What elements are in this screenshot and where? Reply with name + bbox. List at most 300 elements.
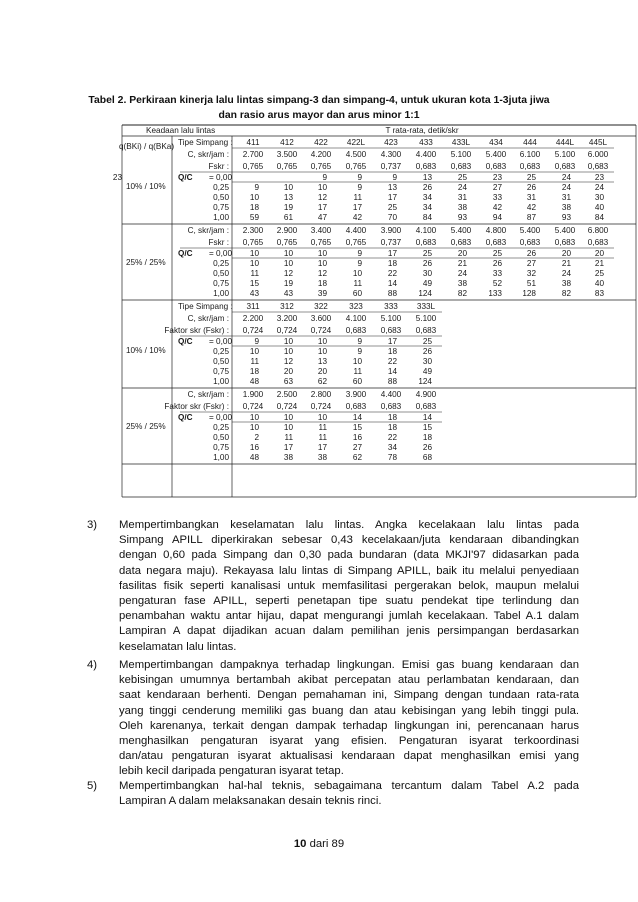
qc-label: Q/C <box>178 249 193 258</box>
delay-value: 10 <box>283 413 293 422</box>
delay-value: 34 <box>422 193 432 202</box>
qc-value: 0,25 <box>213 423 229 432</box>
delay-value: 24 <box>457 183 467 192</box>
capacity-value: 4.400 <box>380 390 402 399</box>
capacity-label: C, skr/jam : <box>187 226 229 235</box>
capacity-value: 5.400 <box>450 226 472 235</box>
delay-value: 30 <box>594 193 604 202</box>
capacity-value: 5.100 <box>554 150 576 159</box>
type-header: 311 <box>246 302 260 311</box>
delay-value: 78 <box>387 453 397 462</box>
delay-value: 30 <box>422 357 432 366</box>
delay-value: 60 <box>352 377 362 386</box>
type-header: 445L <box>588 138 608 147</box>
delay-value: 10 <box>352 269 362 278</box>
delay-value: 24 <box>561 173 571 182</box>
factor-value: 0,683 <box>450 238 472 247</box>
capacity-label: C, skr/jam : <box>187 314 229 323</box>
factor-value: 0,683 <box>450 162 472 171</box>
delay-value: 13 <box>283 193 293 202</box>
capacity-value: 5.100 <box>380 314 402 323</box>
delay-value: 20 <box>561 249 571 258</box>
delay-value: 25 <box>422 249 432 258</box>
text-line: saat kendaraan berhenti. Dengan pemahaman ini, Simpang dengan tundaan rata-rata <box>119 689 579 702</box>
type-header: 322 <box>314 302 328 311</box>
delay-value: 17 <box>387 193 397 202</box>
text-line: kebisingan umumnya bertambah akibat percepatan atau perlambatan kendaraan, dan <box>119 674 579 687</box>
qc-label: Q/C <box>178 413 193 422</box>
delay-value: 42 <box>492 203 502 212</box>
delay-value: 24 <box>561 269 571 278</box>
delay-value: 10 <box>283 347 293 356</box>
delay-value: 40 <box>594 203 604 212</box>
delay-value: 10 <box>317 183 327 192</box>
delay-value: 18 <box>422 433 432 442</box>
delay-value: 18 <box>249 367 259 376</box>
delay-value: 87 <box>526 213 536 222</box>
delay-value: 16 <box>249 443 259 452</box>
delay-value: 17 <box>387 249 397 258</box>
qc-value: 0,75 <box>213 443 229 452</box>
qc-value: 1,00 <box>213 453 229 462</box>
delay-value: 14 <box>422 413 432 422</box>
delay-value: 49 <box>422 279 432 288</box>
factor-value: 0,765 <box>242 162 264 171</box>
text-line: fasilitas fisik seperti kanalisasi untuk memfasilitasi pergerakan belok, maupun melalui <box>119 579 579 592</box>
delay-value: 10 <box>249 413 259 422</box>
capacity-value: 5.400 <box>485 150 507 159</box>
delay-value: 11 <box>353 279 362 288</box>
qc-value: 1,00 <box>213 213 229 222</box>
delay-value: 38 <box>561 279 571 288</box>
page-total: dari 89 <box>306 838 345 850</box>
capacity-value: 1.900 <box>242 390 264 399</box>
qc-value: = 0,00 <box>209 413 232 422</box>
delay-value: 9 <box>357 337 362 346</box>
delay-value: 88 <box>387 289 397 298</box>
delay-value: 10 <box>283 249 293 258</box>
factor-value: 0,724 <box>242 326 264 335</box>
capacity-value: 5.400 <box>519 226 541 235</box>
type-header: 433 <box>419 138 433 147</box>
capacity-value: 6.000 <box>587 150 609 159</box>
type-label: Tipe Simpang : <box>178 302 233 311</box>
type-header: 444 <box>523 138 537 147</box>
delay-value: 60 <box>352 289 362 298</box>
type-header: 411 <box>246 138 260 147</box>
delay-value: 26 <box>422 183 432 192</box>
list-item-text <box>119 518 579 655</box>
ratio-value: 10% / 10% <box>126 182 166 191</box>
text-line: menghasilkan pengaturan isyarat yang efisien. Pengaturan isyarat terkoordinasi <box>119 735 579 748</box>
delay-value: 12 <box>317 269 327 278</box>
factor-value: 0,765 <box>242 238 264 247</box>
delay-value: 47 <box>317 213 327 222</box>
delay-value: 18 <box>317 279 327 288</box>
list-item-text <box>119 658 579 780</box>
text-line: data negara maju). Rekayasa lalu lintas di Simpang APILL, baik itu melalui penyediaan <box>119 564 579 577</box>
table-caption <box>0 93 638 123</box>
delay-value: 68 <box>422 453 432 462</box>
factor-value: 0,683 <box>519 162 541 171</box>
delay-value: 15 <box>249 279 259 288</box>
capacity-value: 2.700 <box>242 150 264 159</box>
factor-value: 0,683 <box>345 402 367 411</box>
delay-value: 61 <box>283 213 293 222</box>
delay-value: 10 <box>317 259 327 268</box>
delay-value: 24 <box>561 183 571 192</box>
delay-value: 25 <box>422 337 432 346</box>
text-line: dan/atau pengaturan isyarat aktualisasi kendaraan dapat menghasilkan emisi yang <box>119 750 579 763</box>
capacity-value: 4.100 <box>415 226 437 235</box>
qc-value: 0,25 <box>213 347 229 356</box>
qc-value: 0,25 <box>213 183 229 192</box>
factor-value: 0,683 <box>587 162 609 171</box>
delay-value: 26 <box>526 249 536 258</box>
delay-value: 9 <box>357 347 362 356</box>
text-line: Mempertimbangkan keselamatan lalu lintas. Angka kecelakaan lalu lintas pada <box>119 519 579 531</box>
delay-value: 23 <box>594 173 604 182</box>
delay-value: 49 <box>422 367 432 376</box>
delay-value: 11 <box>353 367 362 376</box>
delay-value: 25 <box>387 203 397 212</box>
delay-value: 10 <box>249 423 259 432</box>
factor-label: Fskr : <box>208 238 229 247</box>
capacity-value: 2.800 <box>310 390 332 399</box>
delay-value: 21 <box>561 259 571 268</box>
delay-value: 17 <box>283 443 293 452</box>
capacity-value: 2.900 <box>276 226 298 235</box>
capacity-value: 4.500 <box>345 150 367 159</box>
delay-value: 10 <box>317 337 327 346</box>
type-header: 333L <box>416 302 436 311</box>
delay-value: 33 <box>492 269 502 278</box>
text-line: penambahan waktu antar hijau, dapat mengurangi jumlah kecelakaan. Tabel A.1 dalam <box>119 610 579 623</box>
delay-value: 19 <box>283 279 293 288</box>
header-traffic: Keadaan lalu lintas <box>146 126 216 135</box>
delay-value: 63 <box>283 377 293 386</box>
capacity-value: 3.900 <box>380 226 402 235</box>
delay-value: 31 <box>457 193 467 202</box>
type-header: 312 <box>280 302 294 311</box>
qc-label: Q/C <box>178 173 193 182</box>
delay-value: 11 <box>284 433 293 442</box>
delay-value: 15 <box>352 423 362 432</box>
delay-value: 15 <box>422 423 432 432</box>
delay-value: 23 <box>492 173 502 182</box>
delay-value: 11 <box>250 269 259 278</box>
delay-value: 21 <box>594 259 604 268</box>
qc-value: 0,25 <box>213 259 229 268</box>
caption-line-2: dan rasio arus mayor dan arus minor 1:1 <box>218 110 420 121</box>
delay-value: 10 <box>317 413 327 422</box>
delay-value: 25 <box>594 269 604 278</box>
qc-value: 0,75 <box>213 279 229 288</box>
qc-label: Q/C <box>178 337 193 346</box>
delay-value: 22 <box>387 357 397 366</box>
delay-value: 38 <box>561 203 571 212</box>
type-header: 333 <box>384 302 398 311</box>
delay-value: 10 <box>249 347 259 356</box>
delay-value: 9 <box>357 173 362 182</box>
factor-label: Faktor skr (Fskr) : <box>164 402 229 411</box>
capacity-value: 4.400 <box>415 150 437 159</box>
delay-value: 17 <box>317 203 327 212</box>
delay-value: 34 <box>422 203 432 212</box>
factor-value: 0,724 <box>276 326 298 335</box>
capacity-value: 4.800 <box>485 226 507 235</box>
factor-value: 0,724 <box>310 326 332 335</box>
delay-value: 93 <box>561 213 571 222</box>
delay-value: 40 <box>594 279 604 288</box>
delay-value: 14 <box>352 413 362 422</box>
factor-value: 0,683 <box>345 326 367 335</box>
delay-value: 17 <box>387 337 397 346</box>
delay-value: 10 <box>283 183 293 192</box>
delay-value: 9 <box>357 259 362 268</box>
delay-value: 83 <box>594 289 604 298</box>
delay-value: 128 <box>522 289 536 298</box>
capacity-value: 3.500 <box>276 150 298 159</box>
factor-value: 0,765 <box>310 238 332 247</box>
delay-value: 34 <box>387 443 397 452</box>
capacity-label: C, skr/jam : <box>187 390 229 399</box>
text-line: Lampiran A dapat dijadikan acuan dalam pemilihan jenis persimpangan berdasarkan <box>119 625 579 638</box>
factor-value: 0,724 <box>310 402 332 411</box>
type-header: 412 <box>280 138 294 147</box>
delay-value: 10 <box>249 193 259 202</box>
delay-value: 27 <box>492 183 502 192</box>
factor-value: 0,737 <box>380 162 402 171</box>
text-line: Lampiran A dalam melaksanakan desain teknis rinci. <box>119 795 382 808</box>
capacity-value: 4.100 <box>345 314 367 323</box>
delay-value: 12 <box>283 269 293 278</box>
qc-value: = 0,00 <box>209 249 232 258</box>
delay-value: 31 <box>526 193 536 202</box>
delay-value: 11 <box>250 357 259 366</box>
delay-value: 124 <box>418 289 432 298</box>
header-delay: T rata-rata, detik/skr <box>385 126 459 135</box>
qc-value: = 0,00 <box>209 173 232 182</box>
capacity-value: 5.100 <box>450 150 472 159</box>
text-line: dengan 0,60 pada Simpang dan 0,30 pada bundaran (data MKJI'97 didasarkan pada <box>119 549 579 562</box>
capacity-value: 3.600 <box>310 314 332 323</box>
delay-value: 26 <box>422 443 432 452</box>
page-number: 10 <box>293 838 307 850</box>
delay-value: 30 <box>422 269 432 278</box>
caption-line-1: Tabel 2. Perkiraan kinerja lalu lintas simpang-3 dan simpang-4, untuk ukuran kota 1-3juta jiwa <box>88 95 550 106</box>
delay-value: 9 <box>254 337 259 346</box>
delay-value: 9 <box>357 249 362 258</box>
delay-value: 18 <box>387 413 397 422</box>
delay-value: 14 <box>387 367 397 376</box>
capacity-value: 2.300 <box>242 226 264 235</box>
delay-value: 10 <box>317 249 327 258</box>
ratio-value: 10% / 10% <box>126 346 166 355</box>
delay-value: 27 <box>526 259 536 268</box>
factor-value: 0,683 <box>380 402 402 411</box>
delay-value: 52 <box>492 279 502 288</box>
delay-value: 18 <box>387 347 397 356</box>
factor-label: Fskr : <box>208 162 229 171</box>
delay-value: 27 <box>352 443 362 452</box>
factor-value: 0,737 <box>380 238 402 247</box>
delay-value: 33 <box>492 193 502 202</box>
delay-value: 25 <box>526 173 536 182</box>
text-line: yang tinggi cenderung memiliki gas buang dan atau kebisingan yang lebih tinggi pula. <box>119 704 579 717</box>
qc-value: 0,75 <box>213 203 229 212</box>
delay-value: 48 <box>249 453 259 462</box>
performance-table <box>112 125 636 497</box>
delay-value: 17 <box>317 443 327 452</box>
capacity-value: 5.100 <box>415 314 437 323</box>
factor-value: 0,683 <box>554 238 576 247</box>
delay-value: 62 <box>352 453 362 462</box>
delay-value: 10 <box>283 259 293 268</box>
factor-value: 0,724 <box>242 402 264 411</box>
capacity-value: 4.200 <box>310 150 332 159</box>
factor-value: 0,683 <box>415 402 437 411</box>
capacity-value: 3.900 <box>345 390 367 399</box>
list-item-number: 3) <box>87 519 98 531</box>
delay-value: 59 <box>249 213 259 222</box>
qc-value: 1,00 <box>213 377 229 386</box>
delay-value: 51 <box>526 279 536 288</box>
ratio-value: 25% / 25% <box>126 422 166 431</box>
delay-value: 11 <box>353 193 362 202</box>
type-label: Tipe Simpang : <box>178 138 233 147</box>
performance-table-svg <box>112 125 636 497</box>
type-header: 422 <box>314 138 328 147</box>
delay-value: 18 <box>387 259 397 268</box>
delay-value: 16 <box>352 433 362 442</box>
factor-value: 0,683 <box>554 162 576 171</box>
capacity-value: 2.500 <box>276 390 298 399</box>
factor-value: 0,765 <box>276 238 298 247</box>
factor-value: 0,683 <box>415 238 437 247</box>
type-header: 323 <box>349 302 363 311</box>
delay-value: 9 <box>392 173 397 182</box>
delay-value: 38 <box>317 453 327 462</box>
factor-value: 0,765 <box>276 162 298 171</box>
delay-value: 133 <box>488 289 502 298</box>
text-line: Oleh karenanya, terkait dengan dampak terhadap lingkungan ini, perencanaan harus <box>119 719 579 732</box>
factor-value: 0,683 <box>415 326 437 335</box>
delay-value: 19 <box>283 203 293 212</box>
delay-value: 20 <box>594 249 604 258</box>
delay-value: 17 <box>352 203 362 212</box>
capacity-value: 6.100 <box>519 150 541 159</box>
delay-value: 14 <box>387 279 397 288</box>
factor-value: 0,765 <box>345 238 367 247</box>
qc-value: 0,50 <box>213 433 229 442</box>
delay-value: 9 <box>254 183 259 192</box>
list-item-number: 5) <box>87 780 98 792</box>
delay-value: 32 <box>526 269 536 278</box>
qc-value: 0,75 <box>213 367 229 376</box>
list-item-number: 4) <box>87 659 98 671</box>
text-line: Mempertimbangan dampaknya terhadap lingkungan. Emisi gas buang kendaraan dan <box>119 659 579 671</box>
capacity-value: 6.800 <box>587 226 609 235</box>
delay-value: 26 <box>422 259 432 268</box>
delay-value: 26 <box>422 347 432 356</box>
type-header: 433L <box>451 138 471 147</box>
delay-value: 22 <box>387 269 397 278</box>
delay-value: 38 <box>283 453 293 462</box>
delay-value: 82 <box>561 289 571 298</box>
factor-value: 0,765 <box>310 162 332 171</box>
qc-value: = 0,00 <box>209 337 232 346</box>
capacity-value: 2.200 <box>242 314 264 323</box>
factor-value: 0,683 <box>587 238 609 247</box>
delay-value: 20 <box>283 367 293 376</box>
delay-value: 10 <box>283 337 293 346</box>
delay-value: 23 <box>112 173 122 182</box>
text-line: Simpang APILL diperkirakan sebesar 0,43 kecelakaan/juta kendaraan dibandingkan <box>119 534 579 547</box>
factor-value: 0,724 <box>276 402 298 411</box>
qc-value: 0,50 <box>213 269 229 278</box>
delay-value: 24 <box>594 183 604 192</box>
delay-value: 21 <box>457 259 467 268</box>
capacity-value: 3.400 <box>310 226 332 235</box>
delay-value: 39 <box>317 289 327 298</box>
factor-value: 0,683 <box>380 326 402 335</box>
factor-value: 0,683 <box>519 238 541 247</box>
factor-value: 0,683 <box>415 162 437 171</box>
delay-value: 94 <box>492 213 502 222</box>
delay-value: 10 <box>352 357 362 366</box>
delay-value: 25 <box>492 249 502 258</box>
delay-value: 48 <box>249 377 259 386</box>
delay-value: 84 <box>594 213 604 222</box>
delay-value: 38 <box>457 203 467 212</box>
factor-value: 0,683 <box>485 238 507 247</box>
capacity-value: 3.200 <box>276 314 298 323</box>
delay-value: 10 <box>283 423 293 432</box>
capacity-value: 4.400 <box>345 226 367 235</box>
delay-value: 26 <box>526 183 536 192</box>
delay-value: 42 <box>352 213 362 222</box>
delay-value: 43 <box>249 289 259 298</box>
delay-value: 13 <box>387 183 397 192</box>
text-line: Mempertimbangkan hal-hal teknis, sebagaimana tercantum dalam Tabel A.2 pada <box>119 780 579 792</box>
delay-value: 31 <box>561 193 571 202</box>
delay-value: 13 <box>422 173 432 182</box>
delay-value: 20 <box>457 249 467 258</box>
type-header: 434 <box>489 138 503 147</box>
capacity-value: 5.400 <box>554 226 576 235</box>
delay-value: 43 <box>283 289 293 298</box>
delay-value: 26 <box>492 259 502 268</box>
delay-value: 18 <box>249 203 259 212</box>
delay-value: 18 <box>387 423 397 432</box>
ratio-label: q(BKi) / q(BKa) <box>119 142 175 151</box>
delay-value: 12 <box>317 193 327 202</box>
delay-value: 11 <box>318 423 327 432</box>
delay-value: 13 <box>317 357 327 366</box>
delay-value: 93 <box>457 213 467 222</box>
delay-value: 42 <box>526 203 536 212</box>
delay-value: 11 <box>318 433 327 442</box>
page-footer <box>0 838 638 850</box>
delay-value: 70 <box>387 213 397 222</box>
delay-value: 38 <box>457 279 467 288</box>
type-header: 444L <box>555 138 575 147</box>
delay-value: 12 <box>283 357 293 366</box>
factor-value: 0,683 <box>485 162 507 171</box>
text-line: pengaturan fase APILL, seperti penetapan tipe suatu pendekat tipe terlindung dan <box>119 595 579 608</box>
ratio-value: 25% / 25% <box>126 258 166 267</box>
